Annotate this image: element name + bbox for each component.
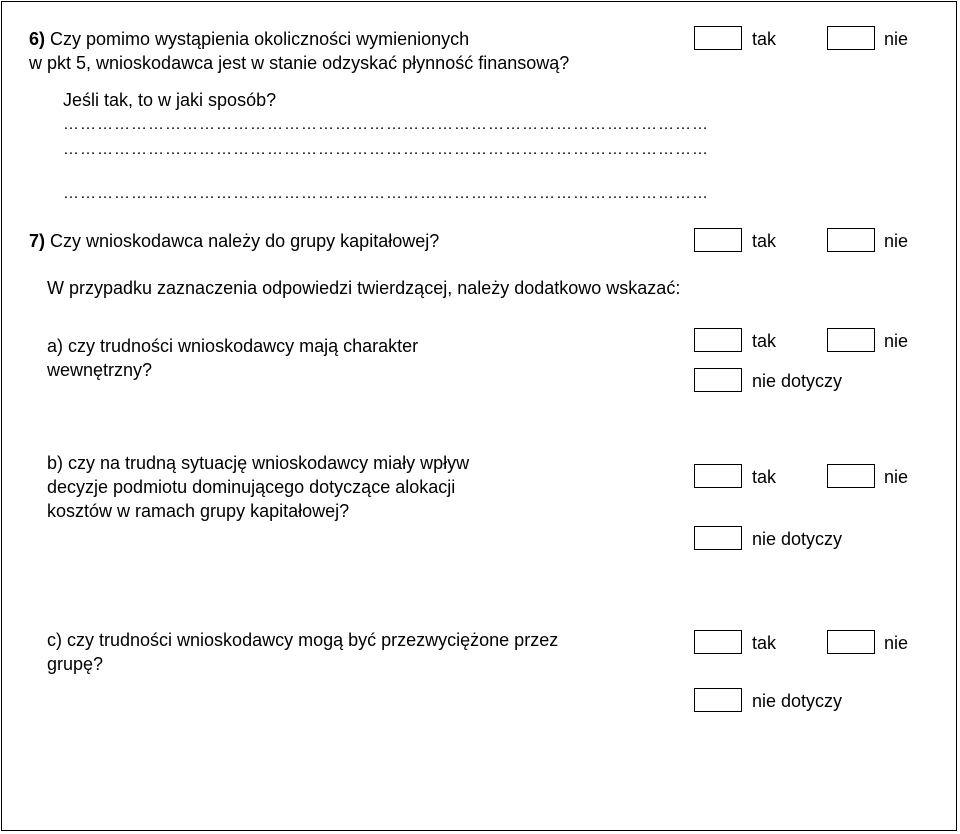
q6-number: 6) [29, 29, 46, 49]
q6-answer-line-2[interactable]: …………………………………………………………………………………………………… [63, 141, 709, 158]
q6-no-checkbox[interactable] [827, 26, 875, 50]
sub-a-no-label: nie [884, 331, 909, 351]
q7-no-checkbox[interactable] [827, 228, 875, 252]
sub-b-no-label: nie [884, 467, 909, 487]
sub-b-no-checkbox[interactable] [827, 464, 875, 488]
q6-text: Czy pomimo wystąpienia okoliczności wymienionych [50, 29, 470, 49]
sub-c-yes-checkbox[interactable] [694, 630, 742, 654]
q7-yes-label: tak [752, 231, 777, 251]
sub-c-line2: grupę? [47, 654, 104, 674]
q7-number: 7) [29, 231, 46, 251]
sub-c-na-checkbox[interactable] [694, 688, 742, 712]
q6-answer-line-3[interactable]: …………………………………………………………………………………………………… [63, 185, 709, 202]
q6-no-label: nie [884, 29, 909, 49]
sub-a-line1: a) czy trudności wnioskodawcy mają charakter [47, 336, 419, 356]
sub-b-yes-checkbox[interactable] [694, 464, 742, 488]
sub-c-no-checkbox[interactable] [827, 630, 875, 654]
q6-line2: w pkt 5, wnioskodawca jest w stanie odzyskać płynność finansową? [29, 53, 570, 73]
sub-a-line2: wewnętrzny? [47, 360, 153, 380]
q6-line1 [29, 27, 469, 51]
sub-a-yes-checkbox[interactable] [694, 328, 742, 352]
sub-c-na-label: nie dotyczy [752, 691, 843, 711]
sub-c-no-label: nie [884, 633, 909, 653]
q6-followup: Jeśli tak, to w jaki sposób? [63, 90, 277, 110]
sub-a-no-checkbox[interactable] [827, 328, 875, 352]
q7-no-label: nie [884, 231, 909, 251]
q6-yes-label: tak [752, 29, 777, 49]
sub-a-na-label: nie dotyczy [752, 371, 843, 391]
sub-b-na-label: nie dotyczy [752, 529, 843, 549]
sub-b-yes-label: tak [752, 467, 777, 487]
sub-b-line2: decyzje podmiotu dominującego dotyczące alokacji [47, 477, 456, 497]
sub-a-na-checkbox[interactable] [694, 368, 742, 392]
sub-c-yes-label: tak [752, 633, 777, 653]
sub-b-na-checkbox[interactable] [694, 526, 742, 550]
q7-text: Czy wnioskodawca należy do grupy kapitałowej? [50, 231, 440, 251]
q7-instruction: W przypadku zaznaczenia odpowiedzi twierdzącej, należy dodatkowo wskazać: [47, 278, 681, 298]
sub-b-line3: kosztów w ramach grupy kapitałowej? [47, 501, 350, 521]
q7-line [29, 229, 439, 253]
sub-c-line1: c) czy trudności wnioskodawcy mogą być przezwyciężone przez [47, 630, 559, 650]
sub-b-line1: b) czy na trudną sytuację wnioskodawcy miały wpływ [47, 453, 470, 473]
q7-yes-checkbox[interactable] [694, 228, 742, 252]
sub-a-yes-label: tak [752, 331, 777, 351]
q6-yes-checkbox[interactable] [694, 26, 742, 50]
q6-answer-line-1[interactable]: …………………………………………………………………………………………………… [63, 116, 709, 133]
